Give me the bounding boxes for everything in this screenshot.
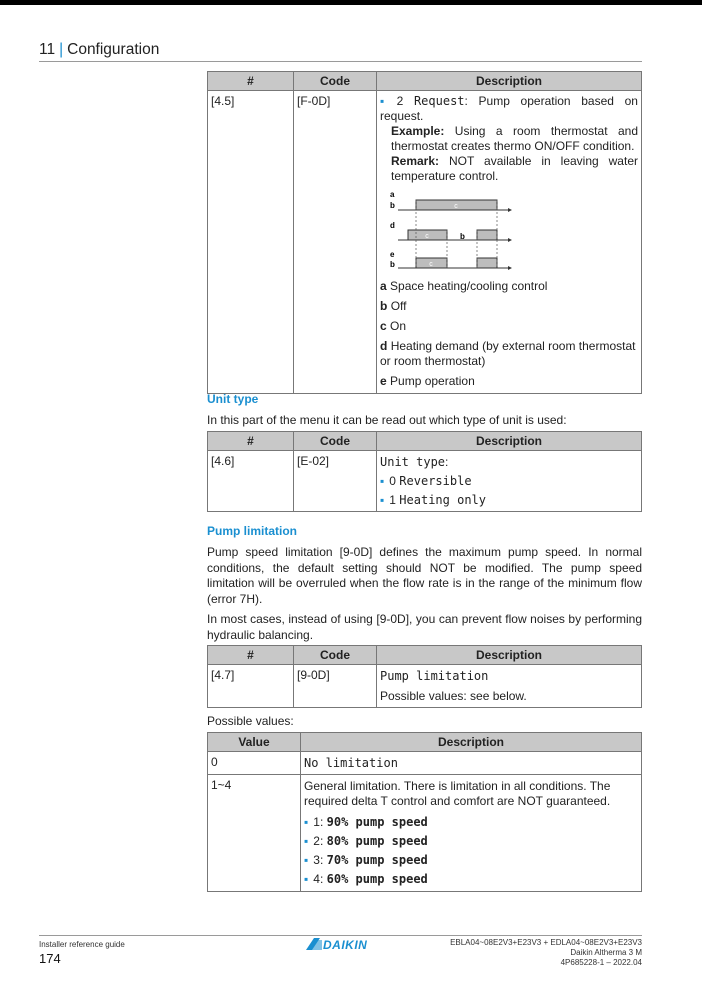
item-number: 1: (313, 815, 324, 829)
section-number: 11 (39, 41, 56, 58)
bullet-icon: ▪ (380, 474, 385, 488)
pump-limitation-para1: Pump speed limitation [9-0D] defines the maximum pump speed. In normal conditions, the default setting should NOT be modified. The pump speed limitation will be overruled when the flow rate is in the range of the minimum flow (error 7H). (207, 545, 642, 606)
legend-key: d (380, 339, 388, 353)
arrow-icon (508, 266, 512, 270)
table-header-row (208, 72, 642, 91)
legend-item (380, 339, 638, 369)
diagram-label-b3: b (390, 260, 395, 269)
unit-type-intro: In this part of the menu it can be read out which type of unit is used: (207, 413, 567, 427)
legend-item (380, 319, 638, 334)
list-item (380, 493, 638, 508)
pulse-d2 (477, 230, 497, 240)
item-number: 3: (313, 853, 324, 867)
model-line: EBLA04~08E2V3+E23V3 + EDLA04~08E2V3+E23V3 (450, 938, 642, 947)
col-header-number: # (208, 646, 294, 665)
col-header-number: # (208, 72, 294, 91)
bullet-icon: ▪ (304, 834, 309, 848)
item-label: 80% pump speed (326, 834, 428, 848)
setting-name: Pump limitation (380, 669, 489, 683)
legend-item (380, 279, 638, 294)
option-value: 0 (389, 474, 396, 488)
option-value: 2 (396, 94, 404, 108)
remark-note (380, 154, 638, 184)
limitation-text: General limitation. There is limitation in all conditions. The required delta T control and comfort are NOT guaranteed. (304, 779, 611, 808)
row-id: [4.7] (208, 665, 294, 708)
row-code: [9-0D] (294, 665, 377, 708)
footer-model-info (450, 938, 642, 968)
bullet-icon: ▪ (304, 872, 309, 886)
legend-text: Off (390, 299, 407, 313)
list-item (304, 815, 638, 830)
diagram-label-e: e (390, 250, 395, 259)
legend-key: b (380, 299, 388, 313)
item-label: 90% pump speed (326, 815, 428, 829)
row-description (377, 91, 642, 394)
diagram-label-b2: b (460, 232, 465, 241)
value-cell: 0 (208, 752, 301, 775)
legend-text: On (390, 319, 407, 333)
example-label: Example: (391, 124, 445, 138)
bullet-icon: ▪ (380, 493, 385, 507)
diagram-label-d: d (390, 221, 395, 230)
legend-text: Heating demand (by external room thermostat or room thermostat) (380, 339, 636, 368)
table-row (208, 775, 642, 892)
row-code: [E-02] (294, 451, 377, 512)
table-row (208, 91, 642, 394)
legend-key: a (380, 279, 387, 293)
row-id: [4.6] (208, 451, 294, 512)
table-header-row (208, 646, 642, 665)
option-value: 1 (389, 493, 396, 507)
possible-values-table (207, 732, 642, 892)
top-bar (0, 0, 702, 5)
option-label: Heating only (399, 493, 486, 507)
list-item (380, 474, 638, 489)
col-header-code: Code (294, 432, 377, 451)
diagram-label-a: a (390, 190, 395, 199)
option-text: : Pump operation based on request. (380, 94, 638, 123)
legend-item (380, 374, 638, 389)
value-description: No limitation (301, 752, 642, 775)
row-id: [4.5] (208, 91, 294, 394)
col-header-value: Value (208, 733, 301, 752)
legend-key: c (380, 319, 387, 333)
remark-label: Remark: (391, 154, 440, 168)
item-number: 4: (313, 872, 324, 886)
logo-wordmark: DAIKIN (323, 938, 368, 951)
list-item (304, 834, 638, 849)
table-row (208, 451, 642, 512)
row-description (377, 665, 642, 708)
setting-name-text: Unit type (380, 455, 446, 469)
page-number: 174 (39, 951, 61, 966)
header-rule (39, 61, 642, 62)
footer-guide-title: Installer reference guide (39, 940, 125, 949)
option-name: Request (413, 94, 465, 108)
bullet-icon: ▪ (304, 815, 309, 829)
table-header-row (208, 432, 642, 451)
example-text: Using a room thermostat and thermostat creates thermo ON/OFF condition. (391, 124, 638, 153)
col-header-code: Code (294, 72, 377, 91)
model-line: 4P685228-1 – 2022.04 (560, 958, 642, 967)
pulse-e2 (477, 258, 497, 268)
table-row (208, 665, 642, 708)
col-header-code: Code (294, 646, 377, 665)
row-description (377, 451, 642, 512)
timing-diagram (380, 188, 638, 274)
setting-name (380, 455, 638, 470)
table-header-row (208, 733, 642, 752)
col-header-description: Description (377, 72, 642, 91)
colon: : (445, 455, 449, 469)
request-option (380, 94, 638, 124)
table-row (208, 752, 642, 775)
daikin-logo (306, 937, 378, 956)
example-note (380, 124, 638, 154)
item-number: 2: (313, 834, 324, 848)
pump-limitation-table (207, 645, 642, 708)
page-header (39, 41, 159, 59)
diagram-label-b1: b (390, 201, 395, 210)
unit-type-heading: Unit type (207, 392, 259, 406)
legend-text: Space heating/cooling control (390, 279, 548, 293)
col-header-description: Description (377, 432, 642, 451)
setting-note: Possible values: see below. (380, 689, 527, 703)
footer-rule (39, 935, 642, 936)
option-label: Reversible (399, 474, 472, 488)
bullet-icon: ▪ (380, 94, 392, 108)
section-title: Configuration (67, 41, 160, 58)
legend-key: e (380, 374, 387, 388)
header-separator: | (59, 41, 64, 58)
request-table (207, 71, 642, 394)
remark-text: NOT available in leaving water temperature control. (391, 154, 638, 183)
diagram-label-c2: c (425, 233, 429, 240)
diagram-label-c3: c (429, 261, 433, 268)
bullet-icon: ▪ (304, 853, 309, 867)
legend-item (380, 299, 638, 314)
pump-limitation-para2: In most cases, instead of using [9-0D], you can prevent flow noises by performing hydraulic balancing. (207, 612, 642, 642)
item-label: 70% pump speed (326, 853, 428, 867)
legend-text: Pump operation (390, 374, 475, 388)
unit-type-table (207, 431, 642, 512)
col-header-description: Description (301, 733, 642, 752)
arrow-icon (508, 208, 512, 212)
value-description (301, 775, 642, 892)
model-line: Daikin Altherma 3 M (570, 948, 642, 957)
list-item (304, 853, 638, 868)
pump-limitation-heading: Pump limitation (207, 524, 297, 538)
list-item (304, 872, 638, 887)
row-code: [F-0D] (294, 91, 377, 394)
diagram-legend (380, 279, 638, 389)
value-cell: 1~4 (208, 775, 301, 892)
col-header-description: Description (377, 646, 642, 665)
diagram-label-c1: c (454, 203, 458, 210)
col-header-number: # (208, 432, 294, 451)
item-label: 60% pump speed (326, 872, 428, 886)
arrow-icon (508, 238, 512, 242)
possible-values-label: Possible values: (207, 714, 294, 728)
